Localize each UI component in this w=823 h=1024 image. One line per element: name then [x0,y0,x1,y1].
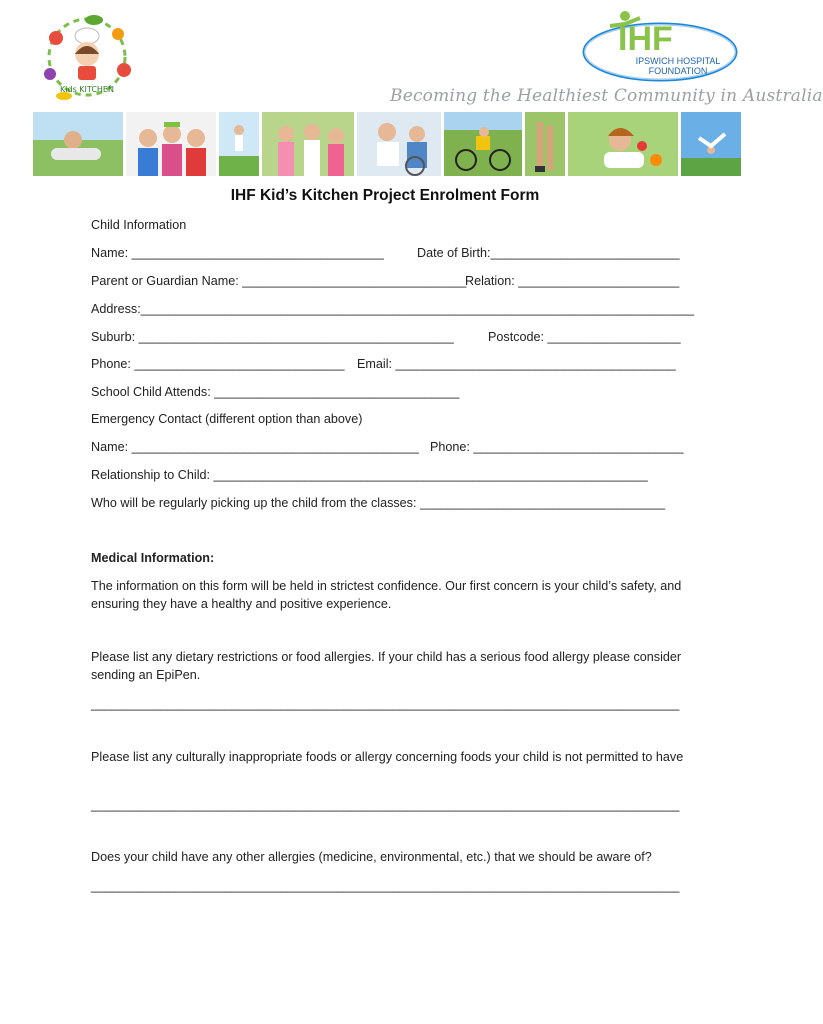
dietary-restrictions-answer-line[interactable]: ____________________________________________________________________________________ [91,697,680,711]
kids-kitchen-logo-text: Kids KITCHEN [60,85,114,94]
photo-wheelchair [357,112,441,176]
school-field[interactable]: School Child Attends: ___________________________________ [91,385,460,399]
parent-guardian-name-field[interactable]: Parent or Guardian Name: ________________________________ [91,274,467,288]
medical-information-heading: Medical Information: [91,551,215,565]
child-information-heading: Child Information [91,218,187,232]
relationship-to-child-field[interactable]: Relationship to Child: ______________________________________________________________ [91,468,648,482]
ihf-logo [580,8,740,86]
phone-field[interactable]: Phone: ______________________________ [91,357,345,371]
photo-cartwheel [681,112,741,176]
ihf-logo-line2: FOUNDATION [648,66,708,76]
photo-jumping [219,112,259,176]
ihf-logo-line1: IPSWICH HOSPITAL [635,56,721,66]
other-allergies-answer-line[interactable]: ____________________________________________________________________________________ [91,879,680,893]
date-of-birth-field[interactable]: Date of Birth:___________________________ [417,246,680,260]
photo-cyclist [444,112,522,176]
ihf-logo-letters: IHF [618,20,673,58]
cultural-foods-question: Please list any culturally inappropriate foods or allergy concerning foods your child is not permitted to have [91,750,684,764]
kids-kitchen-logo [34,10,140,108]
tagline: Becoming the Healthiest Community in Australia [390,86,823,106]
other-allergies-question: Does your child have any other allergies (medicine, environmental, etc.) that we should be aware of? [91,850,652,864]
dietary-restrictions-question: Please list any dietary restrictions or food allergies. If your child has a serious food allergy please consider sending an EpiPen. [91,650,682,682]
email-field[interactable]: Email: ________________________________________ [357,357,676,371]
photo-strip [33,112,746,176]
photo-kids-caps [126,112,216,176]
postcode-field[interactable]: Postcode: ___________________ [488,330,681,344]
photo-pushup [33,112,123,176]
photo-women-walking [262,112,354,176]
relation-field[interactable]: Relation: _______________________ [465,274,680,288]
photo-runner [525,112,565,176]
emergency-phone-field[interactable]: Phone: ______________________________ [430,440,684,454]
emergency-contact-heading: Emergency Contact (different option than above) [91,412,363,426]
child-name-field[interactable]: Name: ____________________________________ [91,246,384,260]
photo-girl-apple [568,112,678,176]
confidentiality-statement: The information on this form will be held in strictest confidence. Our first concern is your child’s safety, and ensuring they have a healthy and positive experience. [91,579,682,611]
cultural-foods-answer-line[interactable]: ____________________________________________________________________________________ [91,798,680,812]
form-title: IHF Kid’s Kitchen Project Enrolment Form [230,187,540,204]
address-field[interactable]: Address:_______________________________________________________________________________ [91,302,695,316]
emergency-name-field[interactable]: Name: _________________________________________ [91,440,419,454]
pickup-person-field[interactable]: Who will be regularly picking up the child from the classes: ___________________________________ [91,496,666,510]
suburb-field[interactable]: Suburb: _____________________________________________ [91,330,454,344]
